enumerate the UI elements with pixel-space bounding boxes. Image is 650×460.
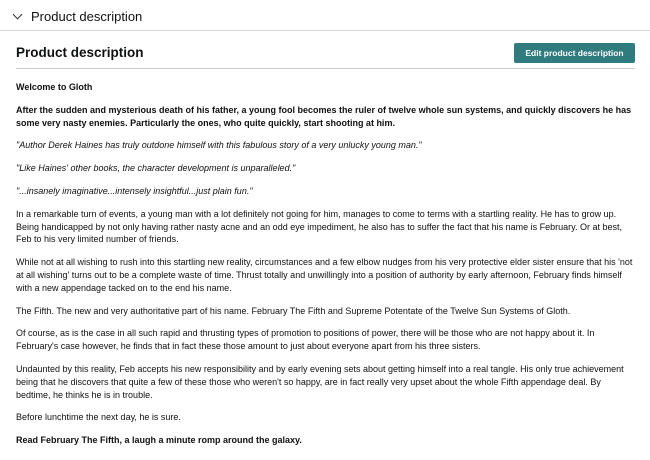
section-title: Product description: [16, 45, 144, 60]
edit-product-description-button[interactable]: Edit product description: [514, 43, 635, 63]
description-paragraph: While not at all wishing to rush into this startling new reality, circumstances and a few elbow nudges from his very protective elder sister ensure that his 'not at all wishing' turns out to be a complete waste of time. Thrust totally and unwillingly into a position of authority by early afternoon, February finds himself with a new appendage tacked on to the end his name.: [16, 257, 633, 293]
description-paragraph: Before lunchtime the next day, he is sure.: [16, 412, 181, 423]
header-divider: [16, 68, 635, 69]
description-paragraph: In a remarkable turn of events, a young man with a lot definitely not going for him, manages to come to terms with a startling reality. He has to grow up. Being handicapped by not only having rather nasty acne and an odd eye impediment, he also has to suffer the fact that his name is February. Or at best, Feb to his very limited number of friends.: [16, 208, 623, 245]
description-paragraph: Of course, as is the case in all such rapid and thrusting types of promotion to positions of power, there will be those who are not happy about it. In February's case however, he finds that in fact these those amount to just about everyone apart from his three sisters.: [16, 328, 595, 352]
review-quote: "Author Derek Haines has truly outdone himself with this fabulous story of a very unlucky young man.": [16, 140, 422, 151]
review-quote: "...insanely imaginative...intensely insightful...just plain fun.": [16, 185, 253, 196]
description-paragraph: Undaunted by this reality, Feb accepts his new responsibility and by early evening sets about getting himself into a real tangle. His only true achievement being that he discovers that quite a few of these those who weren't so happy, are in fact really very upset about the whole Fifth appendage deal. By bedtime, he thinks he is in trouble.: [16, 363, 624, 400]
chevron-down-icon: [13, 9, 23, 19]
description-header: [16, 42, 635, 68]
section-divider: [0, 30, 650, 31]
description-heading: Welcome to Gloth: [16, 82, 93, 92]
description-body: [16, 81, 636, 447]
review-quote: "Like Haines' other books, the character development is unparalleled.": [16, 163, 296, 174]
product-description-toggle[interactable]: [12, 6, 142, 26]
description-paragraph: The Fifth. The new and very authoritative part of his name. February The Fifth and Supreme Potentate of the Twelve Sun Systems of Gloth.: [16, 305, 571, 316]
toggle-label: Product description: [31, 8, 143, 24]
description-closing: Read February The Fifth, a laugh a minute romp around the galaxy.: [16, 435, 302, 446]
description-intro: After the sudden and mysterious death of his father, a young fool becomes the ruler of twelve whole sun systems, and quickly discovers he has some very nasty enemies. Particularly the ones, who quite quickly, start shooting at him.: [16, 104, 632, 128]
